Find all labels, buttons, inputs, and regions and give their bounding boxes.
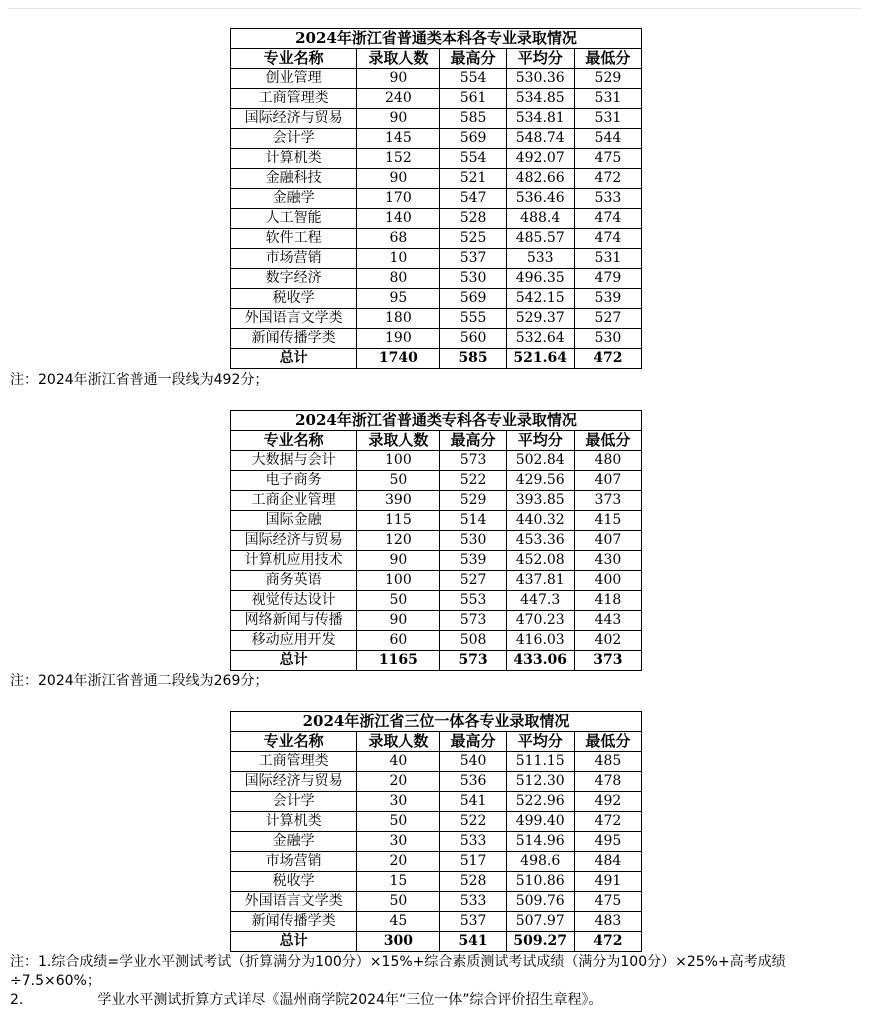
table-row xyxy=(231,591,642,611)
cell-avg: 534.85 xyxy=(506,89,574,109)
table-row xyxy=(231,229,642,249)
cell-max: 539 xyxy=(440,551,506,571)
total-count: 1165 xyxy=(357,651,440,671)
header-count: 录取人数 xyxy=(357,431,440,451)
cell-min: 472 xyxy=(574,169,641,189)
cell-count: 50 xyxy=(357,471,440,491)
cell-min: 529 xyxy=(574,69,641,89)
total-max: 585 xyxy=(440,349,506,369)
header-min: 最低分 xyxy=(574,49,641,69)
cell-max: 555 xyxy=(440,309,506,329)
total-label: 总计 xyxy=(231,349,357,369)
header-max: 最高分 xyxy=(440,431,506,451)
table-row xyxy=(231,832,642,852)
cell-count: 45 xyxy=(357,912,440,932)
cell-count: 60 xyxy=(357,631,440,651)
header-major: 专业名称 xyxy=(231,431,357,451)
cell-count: 40 xyxy=(357,752,440,772)
table-row xyxy=(231,912,642,932)
cell-major: 工商管理类 xyxy=(231,752,357,772)
cell-min: 478 xyxy=(574,772,641,792)
cell-min: 475 xyxy=(574,892,641,912)
cell-major: 国际金融 xyxy=(231,511,357,531)
header-min: 最低分 xyxy=(574,732,641,752)
cell-avg: 498.6 xyxy=(506,852,574,872)
cell-count: 100 xyxy=(357,451,440,471)
header-max: 最高分 xyxy=(440,49,506,69)
top-divider xyxy=(8,8,861,9)
cell-min: 430 xyxy=(574,551,641,571)
table-row xyxy=(231,169,642,189)
cell-max: 541 xyxy=(440,792,506,812)
cell-min: 407 xyxy=(574,531,641,551)
cell-major: 国际经济与贸易 xyxy=(231,772,357,792)
table-row xyxy=(231,289,642,309)
cell-avg: 536.46 xyxy=(506,189,574,209)
cell-min: 533 xyxy=(574,189,641,209)
cell-max: 508 xyxy=(440,631,506,651)
cell-min: 475 xyxy=(574,149,641,169)
cell-major: 国际经济与贸易 xyxy=(231,109,357,129)
cell-avg: 499.40 xyxy=(506,812,574,832)
cell-avg: 514.96 xyxy=(506,832,574,852)
cell-major: 新闻传播学类 xyxy=(231,329,357,349)
cell-max: 517 xyxy=(440,852,506,872)
table-row xyxy=(231,892,642,912)
cell-max: 554 xyxy=(440,69,506,89)
header-major: 专业名称 xyxy=(231,49,357,69)
cell-major: 商务英语 xyxy=(231,571,357,591)
cell-avg: 510.86 xyxy=(506,872,574,892)
cell-min: 418 xyxy=(574,591,641,611)
cell-count: 90 xyxy=(357,69,440,89)
note-text: 学业水平测试折算方式详尽《温州商学院2024年“三位一体”综合评价招生章程》。 xyxy=(97,992,603,1008)
cell-count: 95 xyxy=(357,289,440,309)
table-row xyxy=(231,551,642,571)
total-avg: 433.06 xyxy=(506,651,574,671)
cell-min: 527 xyxy=(574,309,641,329)
three-in-one-admission-table xyxy=(230,711,642,952)
cell-max: 522 xyxy=(440,471,506,491)
cell-max: 536 xyxy=(440,772,506,792)
table-title: 2024年浙江省普通类专科各专业录取情况 xyxy=(231,411,642,431)
table-row xyxy=(231,309,642,329)
cell-min: 474 xyxy=(574,229,641,249)
cell-min: 373 xyxy=(574,491,641,511)
cell-avg: 532.64 xyxy=(506,329,574,349)
cell-count: 30 xyxy=(357,832,440,852)
table-row xyxy=(231,189,642,209)
cell-major: 数字经济 xyxy=(231,269,357,289)
cell-avg: 512.30 xyxy=(506,772,574,792)
cell-major: 外国语言文学类 xyxy=(231,892,357,912)
total-row xyxy=(231,651,642,671)
table-row xyxy=(231,511,642,531)
cell-avg: 507.97 xyxy=(506,912,574,932)
cell-min: 400 xyxy=(574,571,641,591)
cell-min: 530 xyxy=(574,329,641,349)
cell-avg: 509.76 xyxy=(506,892,574,912)
header-avg: 平均分 xyxy=(506,732,574,752)
cell-max: 522 xyxy=(440,812,506,832)
cell-count: 90 xyxy=(357,611,440,631)
cell-min: 479 xyxy=(574,269,641,289)
cell-min: 415 xyxy=(574,511,641,531)
cell-major: 创业管理 xyxy=(231,69,357,89)
cell-major: 新闻传播学类 xyxy=(231,912,357,932)
junior-college-admission-table xyxy=(230,410,642,671)
cell-count: 152 xyxy=(357,149,440,169)
table-row xyxy=(231,852,642,872)
cell-max: 514 xyxy=(440,511,506,531)
total-min: 373 xyxy=(574,651,641,671)
cell-max: 528 xyxy=(440,872,506,892)
cell-min: 474 xyxy=(574,209,641,229)
cell-major: 外国语言文学类 xyxy=(231,309,357,329)
cell-min: 492 xyxy=(574,792,641,812)
cell-major: 工商管理类 xyxy=(231,89,357,109)
cell-count: 30 xyxy=(357,792,440,812)
cell-major: 计算机类 xyxy=(231,149,357,169)
table-row xyxy=(231,109,642,129)
cell-count: 190 xyxy=(357,329,440,349)
table-row xyxy=(231,491,642,511)
cell-major: 电子商务 xyxy=(231,471,357,491)
cell-count: 390 xyxy=(357,491,440,511)
cell-count: 90 xyxy=(357,109,440,129)
table-row xyxy=(231,611,642,631)
cell-major: 国际经济与贸易 xyxy=(231,531,357,551)
cell-avg: 511.15 xyxy=(506,752,574,772)
cell-max: 554 xyxy=(440,149,506,169)
cell-max: 573 xyxy=(440,611,506,631)
cell-min: 443 xyxy=(574,611,641,631)
cell-avg: 437.81 xyxy=(506,571,574,591)
cell-max: 530 xyxy=(440,269,506,289)
cell-max: 573 xyxy=(440,451,506,471)
header-count: 录取人数 xyxy=(357,49,440,69)
cell-avg: 530.36 xyxy=(506,69,574,89)
cell-avg: 453.36 xyxy=(506,531,574,551)
cell-count: 10 xyxy=(357,249,440,269)
cell-avg: 452.08 xyxy=(506,551,574,571)
table-row xyxy=(231,129,642,149)
cell-major: 金融学 xyxy=(231,189,357,209)
cell-min: 407 xyxy=(574,471,641,491)
note-number: 2. xyxy=(10,992,24,1008)
three-in-one-note-formula: 注：1.综合成绩=学业水平测试考试（折算满分为100分）×15%+综合素质测试考试成绩（满分为100分）×25%+高考成绩÷7.5×60%； xyxy=(10,954,786,989)
table-row xyxy=(231,89,642,109)
table-title: 2024年浙江省普通类本科各专业录取情况 xyxy=(231,29,642,49)
total-max: 573 xyxy=(440,651,506,671)
cell-major: 会计学 xyxy=(231,129,357,149)
table-row xyxy=(231,772,642,792)
cell-avg: 548.74 xyxy=(506,129,574,149)
cell-count: 20 xyxy=(357,772,440,792)
cell-max: 528 xyxy=(440,209,506,229)
cell-major: 移动应用开发 xyxy=(231,631,357,651)
cell-min: 472 xyxy=(574,812,641,832)
table-row xyxy=(231,209,642,229)
cell-count: 90 xyxy=(357,169,440,189)
undergrad-note: 注：2024年浙江省普通一段线为492分； xyxy=(10,372,269,388)
table-row xyxy=(231,451,642,471)
total-avg: 521.64 xyxy=(506,349,574,369)
table-row xyxy=(231,69,642,89)
cell-avg: 502.84 xyxy=(506,451,574,471)
cell-major: 税收学 xyxy=(231,289,357,309)
cell-avg: 533 xyxy=(506,249,574,269)
total-count: 1740 xyxy=(357,349,440,369)
header-major: 专业名称 xyxy=(231,732,357,752)
table-row xyxy=(231,149,642,169)
cell-avg: 529.37 xyxy=(506,309,574,329)
cell-major: 金融学 xyxy=(231,832,357,852)
cell-max: 530 xyxy=(440,531,506,551)
cell-max: 521 xyxy=(440,169,506,189)
table-row xyxy=(231,531,642,551)
cell-count: 100 xyxy=(357,571,440,591)
total-label: 总计 xyxy=(231,651,357,671)
cell-max: 560 xyxy=(440,329,506,349)
total-avg: 509.27 xyxy=(506,932,574,952)
table-row xyxy=(231,471,642,491)
cell-avg: 496.35 xyxy=(506,269,574,289)
cell-major: 会计学 xyxy=(231,792,357,812)
table-row xyxy=(231,249,642,269)
cell-max: 525 xyxy=(440,229,506,249)
cell-count: 240 xyxy=(357,89,440,109)
cell-max: 537 xyxy=(440,912,506,932)
cell-major: 市场营销 xyxy=(231,852,357,872)
cell-min: 531 xyxy=(574,89,641,109)
total-min: 472 xyxy=(574,349,641,369)
cell-count: 115 xyxy=(357,511,440,531)
cell-avg: 416.03 xyxy=(506,631,574,651)
table-row xyxy=(231,329,642,349)
table-title: 2024年浙江省三位一体各专业录取情况 xyxy=(231,712,642,732)
cell-avg: 470.23 xyxy=(506,611,574,631)
cell-max: 585 xyxy=(440,109,506,129)
cell-count: 180 xyxy=(357,309,440,329)
cell-max: 527 xyxy=(440,571,506,591)
cell-avg: 522.96 xyxy=(506,792,574,812)
cell-count: 140 xyxy=(357,209,440,229)
cell-major: 计算机类 xyxy=(231,812,357,832)
total-row xyxy=(231,932,642,952)
cell-avg: 393.85 xyxy=(506,491,574,511)
cell-avg: 440.32 xyxy=(506,511,574,531)
cell-avg: 485.57 xyxy=(506,229,574,249)
cell-max: 537 xyxy=(440,249,506,269)
cell-min: 531 xyxy=(574,249,641,269)
cell-max: 561 xyxy=(440,89,506,109)
cell-major: 人工智能 xyxy=(231,209,357,229)
cell-major: 网络新闻与传播 xyxy=(231,611,357,631)
cell-max: 547 xyxy=(440,189,506,209)
cell-avg: 482.66 xyxy=(506,169,574,189)
header-avg: 平均分 xyxy=(506,49,574,69)
cell-count: 90 xyxy=(357,551,440,571)
cell-count: 15 xyxy=(357,872,440,892)
cell-avg: 429.56 xyxy=(506,471,574,491)
cell-max: 569 xyxy=(440,289,506,309)
junior-college-note: 注：2024年浙江省普通二段线为269分； xyxy=(10,673,269,689)
cell-count: 80 xyxy=(357,269,440,289)
total-max: 541 xyxy=(440,932,506,952)
cell-count: 50 xyxy=(357,812,440,832)
cell-count: 50 xyxy=(357,892,440,912)
cell-major: 视觉传达设计 xyxy=(231,591,357,611)
cell-major: 大数据与会计 xyxy=(231,451,357,471)
cell-min: 531 xyxy=(574,109,641,129)
cell-avg: 534.81 xyxy=(506,109,574,129)
header-max: 最高分 xyxy=(440,732,506,752)
cell-min: 495 xyxy=(574,832,641,852)
cell-major: 税收学 xyxy=(231,872,357,892)
cell-avg: 447.3 xyxy=(506,591,574,611)
cell-major: 计算机应用技术 xyxy=(231,551,357,571)
cell-count: 145 xyxy=(357,129,440,149)
cell-avg: 492.07 xyxy=(506,149,574,169)
cell-min: 484 xyxy=(574,852,641,872)
cell-min: 483 xyxy=(574,912,641,932)
total-min: 472 xyxy=(574,932,641,952)
table-row xyxy=(231,872,642,892)
cell-avg: 542.15 xyxy=(506,289,574,309)
total-row xyxy=(231,349,642,369)
table-row xyxy=(231,631,642,651)
cell-max: 533 xyxy=(440,892,506,912)
table-row xyxy=(231,269,642,289)
total-count: 300 xyxy=(357,932,440,952)
table-row xyxy=(231,571,642,591)
cell-major: 工商企业管理 xyxy=(231,491,357,511)
undergrad-admission-table xyxy=(230,28,642,369)
header-min: 最低分 xyxy=(574,431,641,451)
cell-max: 540 xyxy=(440,752,506,772)
cell-max: 529 xyxy=(440,491,506,511)
table-row xyxy=(231,792,642,812)
three-in-one-note-reference xyxy=(10,991,603,1010)
cell-count: 68 xyxy=(357,229,440,249)
cell-max: 569 xyxy=(440,129,506,149)
cell-count: 20 xyxy=(357,852,440,872)
cell-count: 120 xyxy=(357,531,440,551)
cell-min: 539 xyxy=(574,289,641,309)
cell-major: 市场营销 xyxy=(231,249,357,269)
total-label: 总计 xyxy=(231,932,357,952)
cell-major: 金融科技 xyxy=(231,169,357,189)
cell-count: 170 xyxy=(357,189,440,209)
cell-min: 544 xyxy=(574,129,641,149)
cell-min: 485 xyxy=(574,752,641,772)
cell-avg: 488.4 xyxy=(506,209,574,229)
cell-max: 533 xyxy=(440,832,506,852)
cell-count: 50 xyxy=(357,591,440,611)
header-count: 录取人数 xyxy=(357,732,440,752)
cell-min: 480 xyxy=(574,451,641,471)
cell-major: 软件工程 xyxy=(231,229,357,249)
table-row xyxy=(231,812,642,832)
table-row xyxy=(231,752,642,772)
header-avg: 平均分 xyxy=(506,431,574,451)
cell-max: 553 xyxy=(440,591,506,611)
cell-min: 402 xyxy=(574,631,641,651)
cell-min: 491 xyxy=(574,872,641,892)
